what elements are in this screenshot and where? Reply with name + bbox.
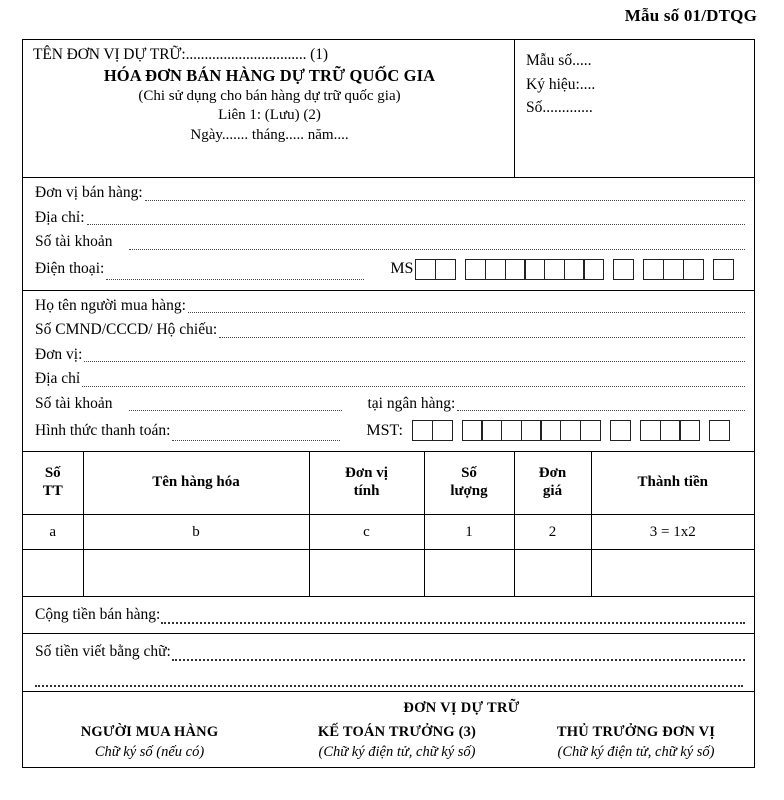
signature-band	[23, 692, 754, 767]
taxcode-box[interactable]	[412, 420, 433, 441]
signature-columns	[27, 724, 750, 761]
amount-in-words-input[interactable]	[172, 648, 745, 661]
buyer-address-label: Địa chỉ	[35, 370, 81, 387]
column-header-unit-line2: tính	[353, 483, 380, 499]
cell-unit[interactable]	[309, 550, 424, 597]
code-cell-unit: c	[309, 515, 424, 550]
buyer-id-input[interactable]	[219, 325, 745, 338]
buyer-id-row	[35, 322, 745, 338]
column-header-unit-price	[514, 452, 591, 515]
taxcode-box[interactable]	[713, 259, 734, 280]
code-cell-name: b	[83, 515, 309, 550]
buyer-address-input[interactable]	[82, 374, 745, 387]
taxcode-box[interactable]	[583, 259, 604, 280]
seller-taxcode-group	[390, 259, 733, 280]
header-band	[23, 40, 754, 178]
page-title: HÓA ĐƠN BÁN HÀNG DỰ TRỮ QUỐC GIA	[103, 66, 436, 85]
buyer-unit-row	[35, 347, 745, 363]
buyer-name-row	[35, 298, 745, 314]
signature-role-director: THỦ TRƯỞNG ĐƠN VỊ	[556, 724, 716, 740]
taxcode-box[interactable]	[613, 259, 634, 280]
buyer-account-label: Số tài khoản	[35, 394, 113, 412]
taxcode-box[interactable]	[564, 259, 585, 280]
seller-unit-input[interactable]	[145, 188, 745, 201]
taxcode-box[interactable]	[683, 259, 704, 280]
amount-in-words-row	[35, 643, 745, 661]
buyer-payment-label: Hình thức thanh toán:	[35, 421, 171, 439]
signature-note-director: (Chữ ký điện tử, chữ ký số)	[557, 744, 715, 760]
seller-account-row	[35, 234, 745, 250]
code-cell-amount: 3 = 1x2	[591, 515, 754, 550]
invoice-form-frame	[22, 39, 755, 768]
amount-in-words-label: Số tiền viết bằng chữ:	[35, 643, 171, 660]
column-header-quantity-line1: Số	[461, 465, 477, 482]
code-cell-stt: a	[23, 515, 83, 550]
seller-taxcode-boxes-1[interactable]	[415, 259, 456, 280]
header-meta-cell	[515, 40, 754, 177]
taxcode-box[interactable]	[643, 259, 664, 280]
buyer-unit-input[interactable]	[84, 349, 745, 362]
signature-role-buyer: NGƯỜI MUA HÀNG	[80, 724, 219, 740]
taxcode-box[interactable]	[679, 420, 700, 441]
signature-heading: ĐƠN VỊ DỰ TRỮ	[403, 700, 520, 716]
taxcode-box[interactable]	[663, 259, 684, 280]
header-title-cell	[23, 40, 515, 177]
column-header-unit-price-line2: giá	[542, 483, 563, 499]
buyer-taxcode-boxes-4[interactable]	[640, 420, 700, 441]
seller-taxcode-boxes-5[interactable]	[713, 259, 734, 280]
taxcode-box[interactable]	[481, 420, 502, 441]
seller-taxcode-boxes-4[interactable]	[643, 259, 703, 280]
buyer-info-band	[23, 291, 754, 453]
seller-taxcode-label: MS	[390, 260, 414, 277]
column-header-quantity-line2: lượng	[450, 483, 488, 499]
date-line: Ngày....... tháng..... năm....	[190, 127, 349, 143]
column-header-stt-line2: TT	[42, 483, 63, 499]
buyer-name-input[interactable]	[188, 300, 745, 313]
organization-name-field: TÊN ĐƠN VỊ DỰ TRỮ:................................ (1)	[33, 46, 328, 63]
taxcode-box[interactable]	[505, 259, 526, 280]
taxcode-box[interactable]	[524, 259, 545, 280]
seller-taxcode-boxes-2[interactable]	[465, 259, 604, 280]
form-code-label: Mẫu số 01/DTQG	[624, 6, 757, 25]
seller-taxcode-boxes-3[interactable]	[613, 259, 634, 280]
cell-name[interactable]	[83, 550, 309, 597]
column-header-unit-line1: Đơn vị	[345, 465, 388, 482]
amount-in-words-band	[23, 634, 754, 692]
signature-column-buyer	[27, 724, 272, 761]
seller-address-input[interactable]	[87, 212, 746, 225]
cell-stt[interactable]	[23, 550, 83, 597]
taxcode-box[interactable]	[435, 259, 456, 280]
taxcode-box[interactable]	[465, 259, 486, 280]
taxcode-box[interactable]	[415, 259, 436, 280]
invoice-number-field: Số.............	[526, 99, 593, 117]
taxcode-box[interactable]	[709, 420, 730, 441]
goods-table	[23, 452, 754, 596]
buyer-address-row	[35, 371, 745, 387]
seller-account-input[interactable]	[129, 237, 746, 250]
buyer-bank-input[interactable]	[457, 398, 745, 411]
table-row	[23, 550, 754, 597]
column-header-quantity	[424, 452, 514, 515]
seller-phone-row	[35, 259, 745, 280]
buyer-payment-input[interactable]	[172, 428, 340, 441]
amount-in-words-input-line2[interactable]	[35, 670, 743, 687]
taxcode-box[interactable]	[560, 420, 581, 441]
taxcode-box[interactable]	[610, 420, 631, 441]
buyer-taxcode-group	[366, 420, 730, 441]
table-header-row	[23, 452, 754, 515]
seller-info-band	[23, 178, 754, 291]
form-symbol-field: Ký hiệu:....	[526, 75, 596, 93]
buyer-taxcode-boxes-3[interactable]	[610, 420, 631, 441]
column-header-stt	[23, 452, 83, 515]
goods-table-band	[23, 452, 754, 597]
copy-number-label: Liên 1: (Lưu) (2)	[218, 107, 321, 123]
buyer-taxcode-boxes-1[interactable]	[412, 420, 453, 441]
column-header-unit-price-line1: Đơn	[538, 465, 567, 482]
buyer-unit-label: Đơn vị:	[35, 345, 83, 363]
seller-unit-row	[35, 185, 745, 201]
seller-unit-label: Đơn vị bán hàng:	[35, 184, 143, 201]
signature-column-chief-accountant	[272, 724, 522, 761]
seller-address-label: Địa chỉ:	[35, 208, 85, 226]
taxcode-box[interactable]	[485, 259, 506, 280]
form-number-field: Mẫu số.....	[526, 52, 592, 69]
buyer-account-input[interactable]	[129, 398, 342, 411]
taxcode-box[interactable]	[501, 420, 522, 441]
column-header-amount: Thành tiền	[591, 452, 754, 515]
column-header-name: Tên hàng hóa	[83, 452, 309, 515]
signature-note-chief-accountant: (Chữ ký điện tử, chữ ký số)	[318, 744, 476, 760]
buyer-taxcode-boxes-2[interactable]	[462, 420, 601, 441]
table-code-row	[23, 515, 754, 550]
signature-note-buyer: Chữ ký số (nếu có)	[94, 744, 205, 760]
taxcode-box[interactable]	[521, 420, 542, 441]
seller-phone-input[interactable]	[106, 267, 364, 280]
taxcode-box[interactable]	[544, 259, 565, 280]
total-amount-label: Cộng tiền bán hàng:	[35, 606, 161, 623]
taxcode-box[interactable]	[432, 420, 453, 441]
column-header-stt-line1: Số	[44, 465, 61, 482]
buyer-bank-label: tại ngân hàng:	[367, 394, 456, 412]
signature-column-director	[522, 724, 750, 761]
total-amount-band	[23, 597, 754, 634]
buyer-id-label: Số CMND/CCCD/ Hộ chiếu:	[35, 321, 218, 338]
buyer-account-row	[35, 396, 745, 412]
buyer-payment-row	[35, 420, 745, 441]
taxcode-box[interactable]	[540, 420, 561, 441]
taxcode-box[interactable]	[640, 420, 661, 441]
seller-phone-label: Điện thoại:	[35, 260, 105, 277]
code-cell-unit-price: 2	[514, 515, 591, 550]
buyer-name-label: Họ tên người mua hàng:	[35, 296, 186, 314]
total-amount-input[interactable]	[161, 611, 745, 624]
total-amount-row	[35, 606, 745, 624]
seller-address-row	[35, 210, 745, 226]
cell-amount[interactable]	[591, 550, 754, 597]
column-header-unit	[309, 452, 424, 515]
buyer-taxcode-boxes-5[interactable]	[709, 420, 730, 441]
page-subtitle: (Chi sử dụng cho bán hàng dự trữ quốc gia)	[138, 88, 401, 104]
cell-quantity[interactable]	[424, 550, 514, 597]
taxcode-box[interactable]	[462, 420, 483, 441]
taxcode-box[interactable]	[660, 420, 681, 441]
code-cell-quantity: 1	[424, 515, 514, 550]
signature-role-chief-accountant: KẾ TOÁN TRƯỞNG (3)	[317, 724, 477, 740]
cell-unit-price[interactable]	[514, 550, 591, 597]
seller-account-label: Số tài khoản	[35, 233, 113, 250]
taxcode-box[interactable]	[580, 420, 601, 441]
buyer-taxcode-label: MST:	[366, 421, 403, 439]
